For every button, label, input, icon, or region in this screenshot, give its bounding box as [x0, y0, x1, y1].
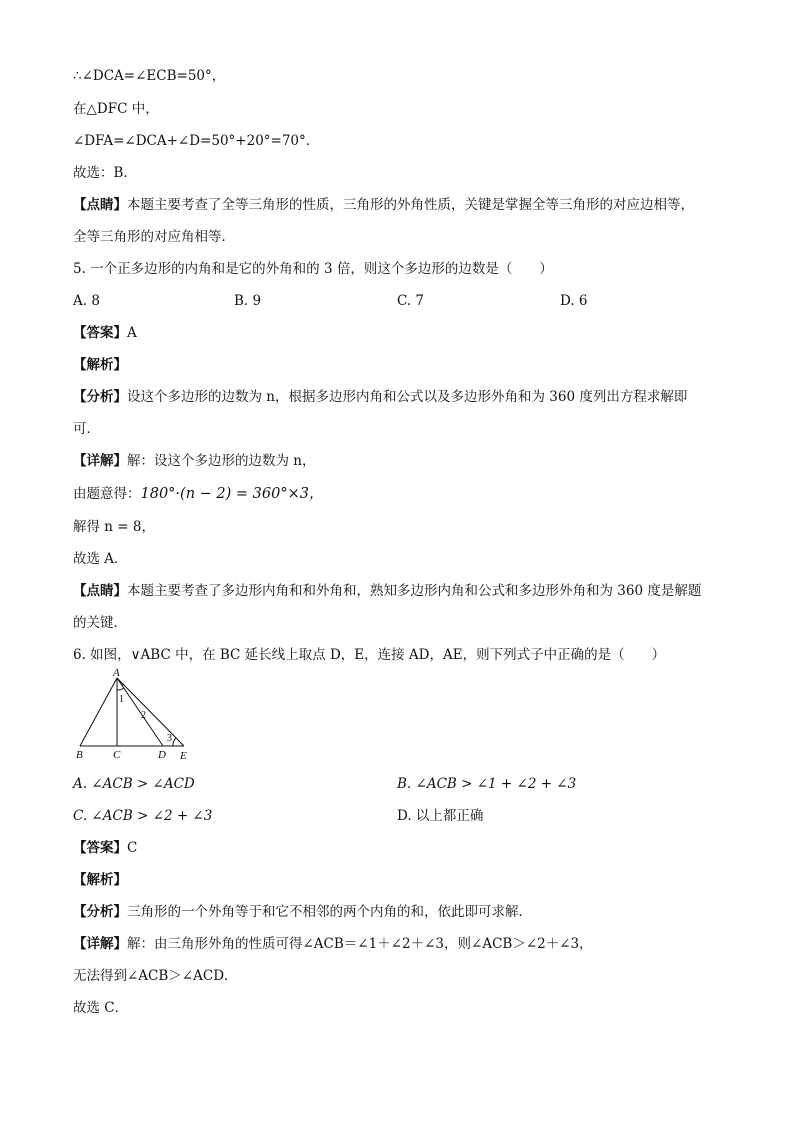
review-text: 本题主要考查了多边形内角和和外角和，熟知多边形内角和公式和多边形外角和为 360 度是解题	[127, 583, 702, 599]
prev-line-1: ∴∠DCA=∠ECB=50°，	[73, 68, 226, 84]
q5-answer	[73, 323, 137, 343]
equation: 180°·(n − 2) = 360°×3，	[140, 486, 324, 502]
answer-value: C	[127, 840, 138, 856]
angle-3-arc	[173, 738, 176, 746]
q5-review	[73, 581, 701, 601]
q5-question: 5. 一个正多边形的内角和是它的外角和的 3 倍，则这个多边形的边数是（ ）	[73, 261, 553, 277]
prev-line-4: 故选：B．	[73, 165, 137, 181]
label-angle-1: 1	[119, 694, 124, 705]
q5-choose: 故选 A．	[73, 551, 128, 567]
label-a: A	[113, 668, 120, 679]
q6-option-c: C. ∠ACB > ∠2 + ∠3	[73, 808, 213, 824]
answer-tag: 【答案】	[73, 840, 127, 856]
q6-choose: 故选 C．	[73, 1000, 129, 1016]
analysis-text: 三角形的一个外角等于和它不相邻的两个内角的和，依此即可求解．	[127, 904, 532, 920]
q5-review-cont: 的关键．	[73, 615, 127, 631]
q6-detail-cont: 无法得到∠ACB＞∠ACD．	[73, 968, 238, 984]
q5-detail	[73, 451, 316, 471]
q6-question: 6. 如图，∨ABC 中，在 BC 延长线上取点 D，E，连接 AD，AE，则下列式子中正确的是（ ）	[73, 647, 666, 663]
q6-analysis	[73, 902, 532, 922]
detail-text: 解：由三角形外角的性质可得∠ACB＝∠1＋∠2＋∠3，则∠ACB＞∠2＋∠3，	[127, 936, 593, 952]
detail-tag: 【详解】	[73, 453, 127, 469]
q6-detail	[73, 934, 593, 954]
q6-option-d: D. 以上都正确	[397, 808, 484, 824]
q5-jiexi: 【解析】	[73, 357, 127, 373]
label-angle-3: 3	[167, 733, 172, 744]
label-d: D	[158, 749, 166, 761]
segment-ae	[117, 678, 184, 746]
label-e: E	[180, 750, 187, 762]
angle-1-arc	[117, 688, 124, 690]
analysis-tag: 【分析】	[73, 389, 127, 405]
q5-option-d: D. 6	[560, 293, 588, 309]
prev-review-cont: 全等三角形的对应角相等．	[73, 229, 235, 245]
detail-tag: 【详解】	[73, 936, 127, 952]
prev-line-3: ∠DFA=∠DCA+∠D=50°+20°=70°．	[73, 133, 320, 149]
label-c: C	[113, 749, 121, 761]
q6-option-a: A. ∠ACB > ∠ACD	[73, 776, 195, 792]
q5-option-b: B. 9	[234, 293, 262, 309]
review-tag: 【点睛】	[73, 197, 127, 213]
review-text: 本题主要考查了全等三角形的性质，三角形的外角性质，关键是掌握全等三角形的对应边相等，	[127, 197, 694, 213]
prev-line-2: 在△DFC 中，	[73, 101, 159, 117]
equation-prefix: 由题意得：	[73, 486, 141, 502]
q5-option-c: C. 7	[397, 293, 425, 309]
answer-tag: 【答案】	[73, 325, 127, 341]
analysis-tag: 【分析】	[73, 904, 127, 920]
triangle-figure	[73, 668, 193, 764]
review-tag: 【点睛】	[73, 583, 127, 599]
q5-analysis-cont: 可．	[73, 421, 100, 437]
analysis-text: 设这个多边形的边数为 n，根据多边形内角和公式以及多边形外角和为 360 度列出方程求解即	[127, 389, 688, 405]
q5-option-a: A. 8	[73, 293, 100, 309]
label-b: B	[76, 749, 83, 761]
q5-solve: 解得 n = 8，	[73, 519, 155, 535]
label-angle-2: 2	[141, 710, 146, 721]
detail-text: 解：设这个多边形的边数为 n，	[127, 453, 316, 469]
q5-analysis	[73, 387, 687, 407]
q5-equation-line	[73, 484, 323, 504]
q6-answer	[73, 838, 137, 858]
side-ab	[80, 678, 117, 746]
answer-value: A	[127, 325, 137, 341]
q6-option-b: B. ∠ACB > ∠1 + ∠2 + ∠3	[397, 776, 577, 792]
q6-jiexi: 【解析】	[73, 872, 127, 888]
prev-review	[73, 195, 694, 215]
